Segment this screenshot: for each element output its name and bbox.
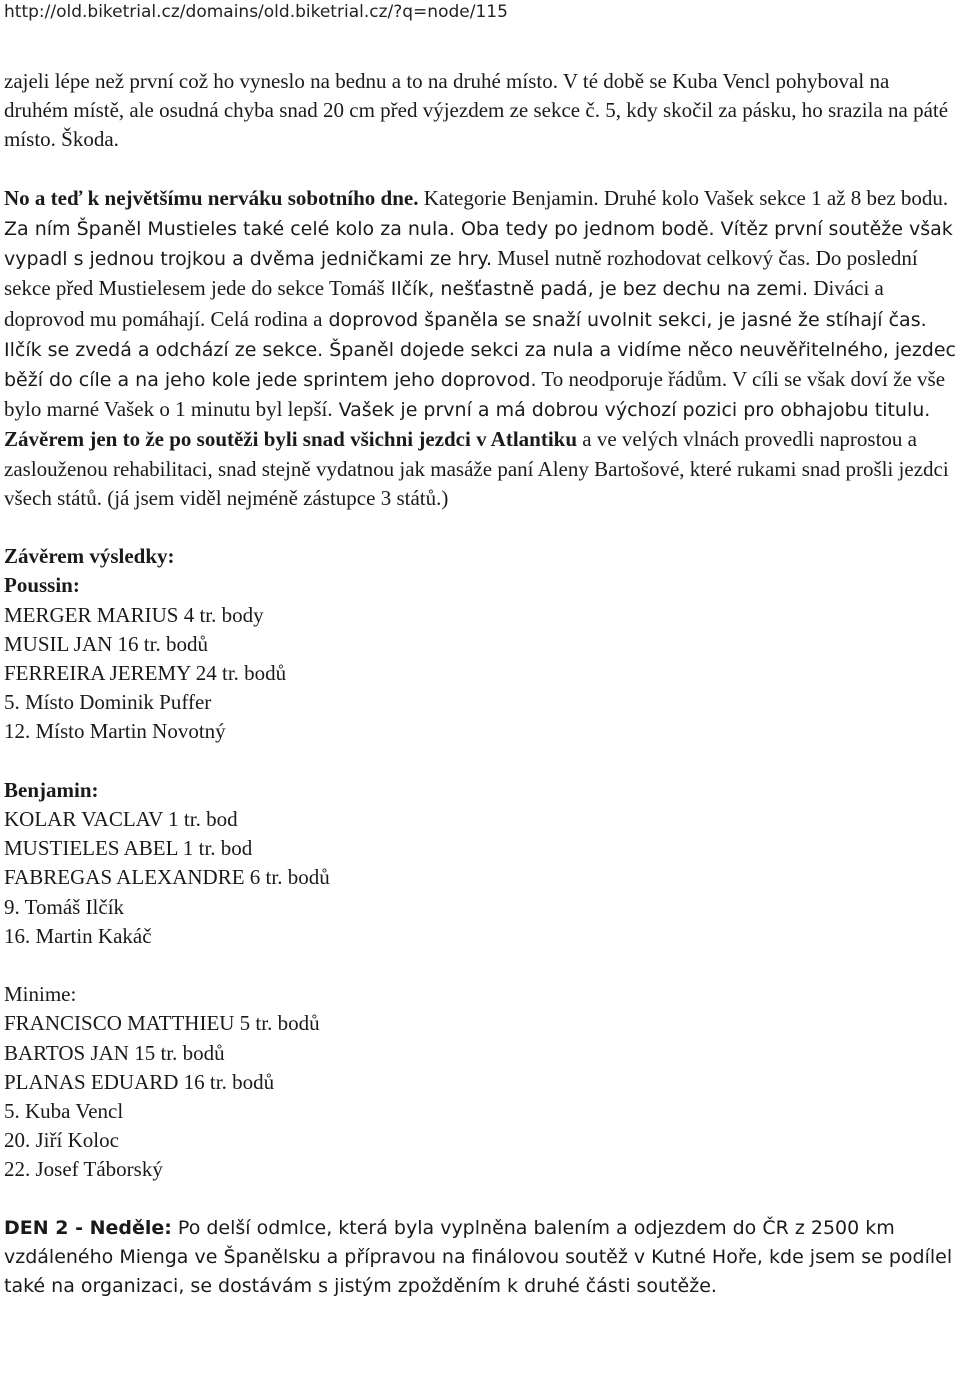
bold-lead: No a teď k největšímu nerváku sobotního dne. xyxy=(4,185,419,210)
results-heading: Závěrem výsledky: xyxy=(4,544,175,569)
text-run: Po delší odmlce, která byla vyplněna balením a odjezdem do ČR z 2500 km vzdáleného Mienga ve Španělsku a přípravou na finálovou soutěž v Kutné Hoře, kde jsem se podílel také na organizaci, se dostávám s jistým zpožděním k druhé části soutěže. xyxy=(4,1216,953,1298)
document-body xyxy=(4,67,956,1301)
bold-lead: Závěrem jen to že po soutěži byli snad všichni jezdci v Atlantiku xyxy=(4,427,578,452)
result-item: FRANCISCO MATTHIEU 5 tr. bodů xyxy=(4,1011,320,1036)
result-item: KOLAR VACLAV 1 tr. bod xyxy=(4,807,238,832)
category-label: Benjamin: xyxy=(4,777,99,802)
category-label: Poussin: xyxy=(4,573,80,598)
text-run: Diváci a doprovod mu pomáhají. xyxy=(4,276,884,331)
text-run: Do poslední sekce před Mustielesem jede do sekce Tomáš xyxy=(4,246,918,301)
result-item: FABREGAS ALEXANDRE 6 tr. bodů xyxy=(4,865,330,890)
text-run: Musel nutně rozhodovat celkový čas. xyxy=(492,246,811,271)
text-run: V cíli se však doví že vše bylo marné Vašek o 1 minutu byl lepší. xyxy=(4,367,946,422)
text-run: Ilčík, nešťastně padá, je bez dechu na zemi. xyxy=(384,278,809,301)
text-run: Za ním Španěl Mustieles také celé kolo za nula. xyxy=(4,218,455,240)
paragraph-day2 xyxy=(4,1214,956,1302)
result-item: 16. Martin Kakáč xyxy=(4,923,152,948)
result-item: 5. Kuba Vencl xyxy=(4,1099,124,1124)
text-run: Celá rodina a xyxy=(205,306,323,331)
result-item: MUSIL JAN 16 tr. bodů xyxy=(4,631,208,656)
result-item: 9. Tomáš Ilčík xyxy=(4,894,125,919)
paragraph-benjamin-story xyxy=(4,184,956,426)
result-item: FERREIRA JEREMY 24 tr. bodů xyxy=(4,661,287,686)
result-item: 22. Josef Táborský xyxy=(4,1157,163,1182)
result-item: MUSTIELES ABEL 1 tr. bod xyxy=(4,836,253,861)
text-run: Španěl dojede sekci za nula a vidíme něco neuvěřitelného, jezdec běží do cíle a na jeho kole jede sprintem jeho doprovod. xyxy=(4,338,956,392)
paragraph-intro: zajeli lépe než první což ho vyneslo na bednu a to na druhé místo. V té době se Kuba Vencl pohyboval na druhém místě, ale osudná chyba snad 20 cm před výjezdem ze sekce č. 5, kdy skočil za pásku, ho srazila na páté místo. Škoda. xyxy=(4,69,949,152)
bold-lead: DEN 2 - Neděle: xyxy=(4,1216,172,1239)
text-run: Vašek je první a má dobrou výchozí pozici pro obhajobu titulu. xyxy=(332,399,931,422)
text-run: doprovod španěla se snaží uvolnit sekci, je jasné že stíhají čas. xyxy=(322,308,927,331)
result-item: 12. Místo Martin Novotný xyxy=(4,719,226,744)
paragraph-conclusion xyxy=(4,425,956,513)
result-item: MERGER MARIUS 4 tr. body xyxy=(4,602,264,627)
minime-results xyxy=(4,980,956,1184)
text-run: Oba tedy po jednom bodě. xyxy=(454,218,715,240)
benjamin-results xyxy=(4,776,956,951)
result-item: BARTOS JAN 15 tr. bodů xyxy=(4,1040,225,1065)
text-run: Ilčík se zvedá a odchází ze sekce. xyxy=(4,338,324,361)
page-url: http://old.biketrial.cz/domains/old.biketrial.cz/?q=node/115 xyxy=(4,2,508,22)
poussin-results xyxy=(4,571,956,746)
text-run: Kategorie Benjamin. Druhé kolo Vašek sekce 1 až 8 bez bodu. xyxy=(418,185,949,210)
result-item: 5. Místo Dominik Puffer xyxy=(4,690,212,715)
text-run: To neodporuje řádům. xyxy=(536,367,728,392)
category-label: Minime: xyxy=(4,982,77,1007)
result-item: 20. Jiří Koloc xyxy=(4,1128,119,1153)
result-item: PLANAS EDUARD 16 tr. bodů xyxy=(4,1069,275,1094)
text-run: a ve velých vlnách provedli naprostou a zaslouženou rehabilitaci, snad stejně vydatnou jak masáže paní Aleny Bartošové, které rukami snad prošli jezdci všech států. (já jsem viděl nejméně zástupce 3 států.) xyxy=(4,427,949,510)
text-run: Vítěz první soutěže však vypadl s jednou trojkou a dvěma jedničkami ze hry. xyxy=(4,218,953,271)
